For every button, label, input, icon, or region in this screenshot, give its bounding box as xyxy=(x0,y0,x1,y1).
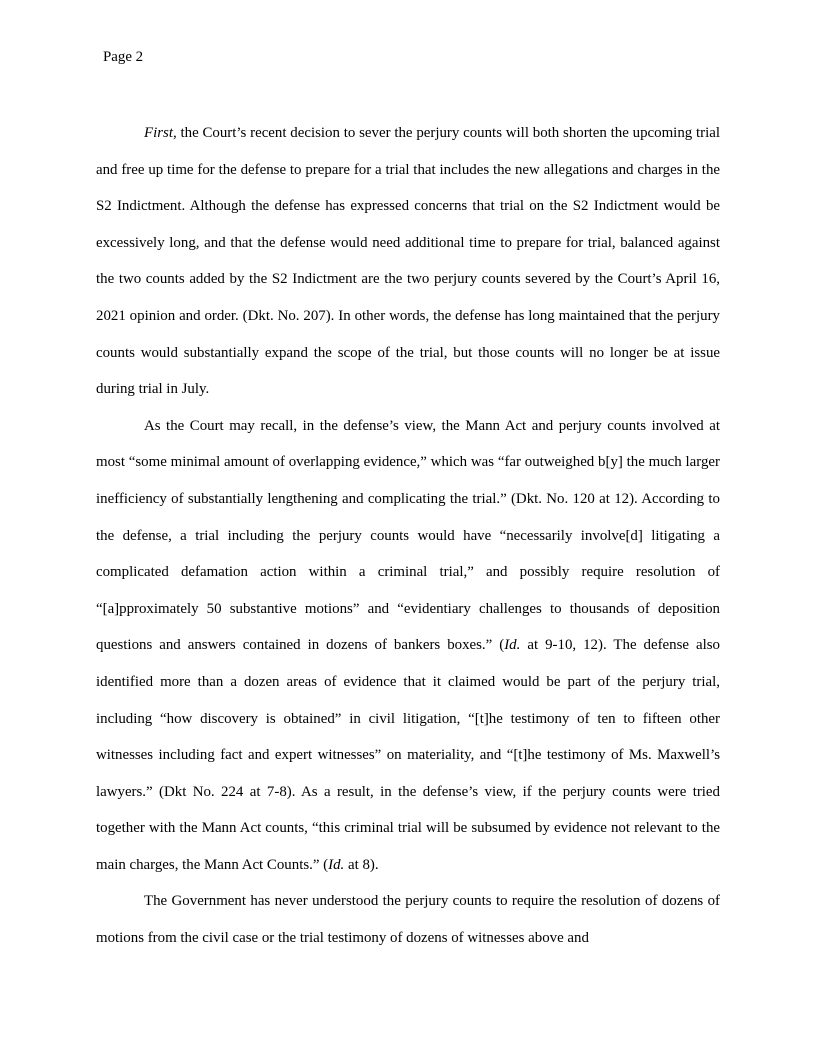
paragraph-1-lead: First xyxy=(144,125,173,141)
paragraph-3 xyxy=(96,883,720,956)
paragraph-2-cite-1: Id. xyxy=(504,637,521,654)
paragraph-2-text-a: As the Court may recall, in the defense’s view, the Mann Act and perjury counts involved at most “some minimal amount of overlapping evidence,” which was “far outweighed b[y] the much larger inefficiency of substantially lengthening and complicating the trial.” (Dkt. No. 120 at 12). According to the defense, a trial including the perjury counts would have “necessarily involve[d] litigating a complicated defamation action within a criminal trial,” and possibly require resolution of “[a]pproximately 50 substantive motions” and “evidentiary challenges to thousands of deposition questions and answers contained in dozens of bankers boxes.” ( xyxy=(96,417,720,654)
paragraph-2-text-c: at 8). xyxy=(344,856,379,873)
page-number: Page 2 xyxy=(103,49,144,65)
paragraph-3-text: The Government has never understood the perjury counts to require the resolution of dozens of motions from the civil case or the trial testimony of dozens of witnesses above and xyxy=(96,893,720,947)
paragraph-2-cite-2: Id. xyxy=(328,856,345,873)
paragraph-2 xyxy=(96,408,720,884)
paragraph-1-text: , the Court’s recent decision to sever the perjury counts will both shorten the upcoming trial and free up time for the defense to prepare for a trial that includes the new allegations and charges in the S2 Indictment. Although the defense has expressed concerns that trial on the S2 Indictment would be excessively long, and that the defense would need additional time to prepare for trial, balanced against the two counts added by the S2 Indictment are the two perjury counts severed by the Court’s April 16, 2021 opinion and order. (Dkt. No. 207). In other words, the defense has long maintained that the perjury counts would substantially expand the scope of the trial, but those counts will no longer be at issue during trial in July. xyxy=(96,125,720,398)
paragraph-1 xyxy=(96,115,720,408)
document-body xyxy=(96,115,720,957)
paragraph-2-text-b: at 9-10, 12). The defense also identified more than a dozen areas of evidence that it claimed would be part of the perjury trial, including “how discovery is obtained” in civil litigation, “[t]he testimony of ten to fifteen other witnesses including fact and expert witnesses” on materiality, and “[t]he testimony of Ms. Maxwell’s lawyers.” (Dkt No. 224 at 7-8). As a result, in the defense’s view, if the perjury counts were tried together with the Mann Act counts, “this criminal trial will be subsumed by evidence not relevant to the main charges, the Mann Act Counts.” ( xyxy=(96,637,720,873)
